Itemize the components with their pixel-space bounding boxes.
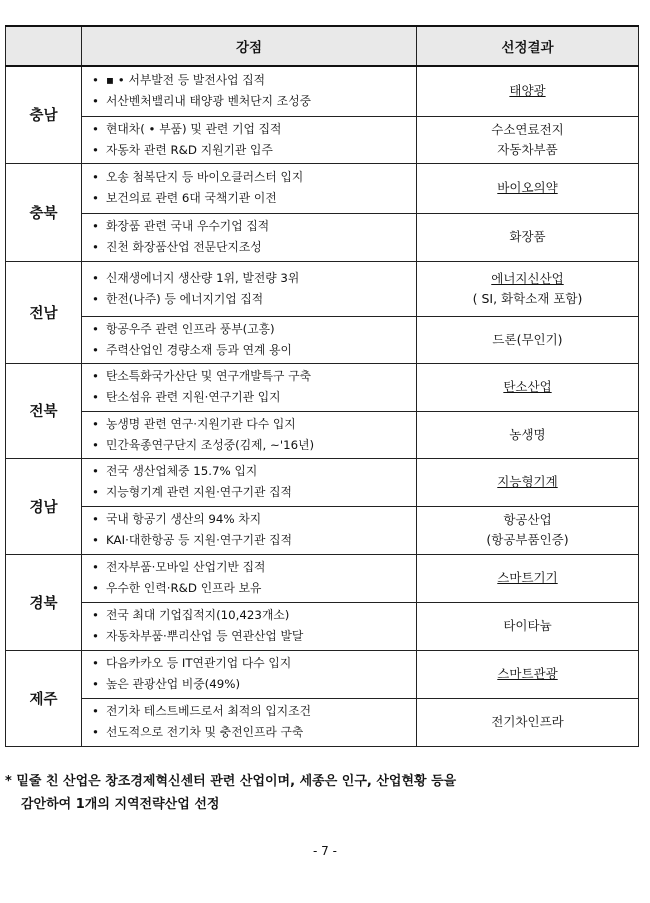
strength-text: 신재생에너지 생산량 1위, 발전량 3위 (106, 270, 300, 285)
result-line (417, 140, 638, 160)
result-text: 바이오의약 (497, 180, 558, 195)
result-line (417, 425, 638, 445)
bullet-icon: • (92, 321, 99, 336)
region-name: 제주 (6, 650, 82, 746)
result-line (417, 568, 638, 588)
table-row (6, 506, 639, 554)
strength-line (92, 701, 412, 722)
result-cell (417, 506, 639, 554)
result-cell-underlined (417, 554, 639, 602)
strength-cell (82, 163, 417, 213)
result-cell-underlined (417, 163, 639, 213)
strength-line (92, 188, 412, 209)
strength-line (92, 167, 412, 188)
strength-text: 민간육종연구단지 조성중(김제, ~'16년) (106, 437, 315, 452)
region-name: 충남 (6, 66, 82, 163)
result-text: 드론(무인기) (492, 331, 563, 347)
table-row (6, 163, 639, 213)
strength-text: 서산벤처밸리내 태양광 벤처단지 조성중 (106, 94, 311, 109)
result-text: 화장품 (509, 229, 546, 244)
result-text: 항공산업 (503, 512, 552, 527)
result-line (417, 269, 638, 289)
bullet-icon: • (92, 416, 99, 431)
strength-line (92, 366, 412, 387)
strength-line (92, 674, 412, 695)
bullet-icon: • (92, 219, 99, 233)
strength-text: ▪ • 서부발전 등 발전사업 집적 (106, 73, 266, 88)
result-text: 태양광 (509, 83, 546, 99)
strength-text: 전기차 테스트베드로서 최적의 입지조건 (106, 704, 311, 718)
result-line (417, 616, 638, 636)
strength-line (92, 461, 412, 482)
bullet-icon: • (92, 170, 99, 184)
strength-cell (82, 411, 417, 458)
strength-cell (82, 698, 417, 746)
result-cell (417, 213, 639, 261)
strength-text: KAI·대한항공 등 지원·연구기관 집적 (106, 533, 292, 547)
strength-line (92, 482, 412, 503)
result-cell (417, 698, 639, 746)
strength-line (92, 605, 412, 626)
strength-text: 탄소특화국가산단 및 연구개발특구 구축 (106, 369, 311, 383)
strength-line (92, 626, 412, 647)
strength-text: 오송 첨복단지 등 바이오클러스터 입지 (106, 170, 304, 184)
strength-text: 자동차 관련 R&D 지원기관 입주 (106, 142, 273, 157)
bullet-icon: • (92, 464, 99, 478)
strength-cell (82, 458, 417, 506)
bullet-icon: • (92, 581, 99, 595)
strength-cell (82, 66, 417, 116)
table-body (6, 66, 639, 746)
strength-text: 현대차( • 부품) 및 관련 기업 집적 (106, 121, 282, 136)
bullet-icon: • (92, 240, 99, 254)
strength-line (92, 530, 412, 551)
strength-line (92, 435, 412, 456)
result-line (417, 289, 638, 309)
region-name: 경남 (6, 458, 82, 554)
result-line (417, 227, 638, 247)
result-line (417, 377, 638, 397)
strength-cell (82, 261, 417, 316)
strength-text: 전국 생산업체중 15.7% 입지 (106, 464, 258, 478)
strength-text: 높은 관광산업 비중(49%) (106, 677, 241, 691)
bullet-icon: • (92, 73, 99, 88)
result-line (417, 120, 638, 140)
bullet-icon: • (92, 704, 99, 718)
bullet-icon: • (92, 725, 99, 739)
strength-line (92, 578, 412, 599)
strength-line (92, 140, 412, 161)
result-text: ( SI, 화학소재 포함) (472, 290, 583, 306)
bullet-icon: • (92, 390, 99, 404)
strength-line (92, 119, 412, 140)
bullet-icon: • (92, 512, 99, 526)
result-line (417, 712, 638, 732)
header-strength: 강점 (82, 26, 417, 66)
strength-text: 자동차부품·뿌리산업 등 연관산업 발달 (106, 629, 304, 643)
result-cell-underlined (417, 458, 639, 506)
strength-cell (82, 213, 417, 261)
bullet-icon: • (92, 342, 99, 357)
table-row (6, 261, 639, 316)
bullet-icon: • (92, 533, 99, 547)
footnote (5, 770, 645, 816)
result-text: 타이타늄 (503, 618, 552, 633)
result-cell (417, 602, 639, 650)
strength-text: 다음카카오 등 IT연관기업 다수 입지 (106, 656, 292, 670)
bullet-icon: • (92, 656, 99, 670)
table-row (6, 411, 639, 458)
strength-text: 주력산업인 경량소재 등과 연계 용이 (106, 342, 292, 357)
strength-line (92, 387, 412, 408)
region-name: 경북 (6, 554, 82, 650)
table-row (6, 316, 639, 363)
table-row (6, 458, 639, 506)
result-text: 지능형기계 (497, 474, 558, 489)
bullet-icon: • (92, 608, 99, 622)
strength-text: 전국 최대 기업집적지(10,423개소) (106, 608, 290, 622)
result-text: 에너지신산업 (491, 270, 564, 286)
table-row (6, 602, 639, 650)
strength-line (92, 237, 412, 258)
result-text: 스마트기기 (497, 570, 558, 585)
bullet-icon: • (92, 629, 99, 643)
strength-text: 진천 화장품산업 전문단지조성 (106, 240, 262, 254)
table-header-row (6, 26, 639, 66)
header-region (6, 26, 82, 66)
result-cell-underlined (417, 363, 639, 411)
result-text: (항공부품인증) (486, 532, 569, 547)
strength-text: 보건의료 관련 6대 국책기관 이전 (106, 191, 277, 205)
strength-cell (82, 506, 417, 554)
strength-text: 지능형기계 관련 지원·연구기관 집적 (106, 485, 292, 499)
result-cell-underlined (417, 261, 639, 316)
footnote-line-2: 감안하여 1개의 지역전략산업 선정 (21, 797, 220, 812)
table-row (6, 213, 639, 261)
bullet-icon: • (92, 270, 99, 285)
strength-line (92, 414, 412, 435)
bullet-icon: • (92, 369, 99, 383)
result-text: 자동차부품 (497, 141, 558, 157)
table-row (6, 650, 639, 698)
result-text: 전기차인프라 (491, 714, 564, 729)
region-name: 전남 (6, 261, 82, 363)
strength-text: 농생명 관련 연구·지원기관 다수 입지 (106, 416, 296, 431)
strength-text: 한전(나주) 등 에너지기업 집적 (106, 291, 264, 306)
result-text: 농생명 (509, 426, 546, 442)
table-row (6, 116, 639, 163)
region-name: 전북 (6, 363, 82, 458)
result-cell (417, 116, 639, 163)
page-number: - 7 - (313, 844, 337, 858)
strength-text: 우수한 인력·R&D 인프라 보유 (106, 581, 262, 595)
strength-cell (82, 554, 417, 602)
strength-line (92, 268, 412, 289)
result-line (417, 664, 638, 684)
strength-cell (82, 363, 417, 411)
strength-text: 화장품 관련 국내 우수기업 집적 (106, 219, 270, 233)
table-row (6, 66, 639, 116)
strength-cell (82, 116, 417, 163)
strength-line (92, 91, 412, 112)
strength-cell (82, 316, 417, 363)
result-line (417, 178, 638, 198)
result-cell-underlined (417, 650, 639, 698)
strength-cell (82, 650, 417, 698)
bullet-icon: • (92, 485, 99, 499)
strength-text: 탄소섬유 관련 지원·연구기관 입지 (106, 390, 281, 404)
table-row (6, 698, 639, 746)
strategy-table (5, 25, 639, 747)
bullet-icon: • (92, 560, 99, 574)
strength-line (92, 216, 412, 237)
result-text: 스마트관광 (497, 666, 558, 681)
result-text: 탄소산업 (503, 379, 552, 394)
region-name: 충북 (6, 163, 82, 261)
result-cell-underlined (417, 66, 639, 116)
strength-text: 선도적으로 전기차 및 충전인프라 구축 (106, 725, 304, 739)
strength-line (92, 319, 412, 340)
bullet-icon: • (92, 121, 99, 136)
strength-line (92, 557, 412, 578)
strength-line (92, 509, 412, 530)
footnote-line-1: * 밑줄 친 산업은 창조경제혁신센터 관련 산업이며, 세종은 인구, 산업현황 등을 (5, 774, 457, 789)
result-line (417, 81, 638, 101)
strength-text: 전자부품·모바일 산업기반 집적 (106, 560, 266, 574)
strength-line (92, 289, 412, 310)
header-result: 선정결과 (417, 26, 639, 66)
strength-line (92, 70, 412, 91)
strength-line (92, 722, 412, 743)
result-cell (417, 411, 639, 458)
result-text: 수소연료전지 (491, 121, 564, 137)
result-line (417, 330, 638, 350)
bullet-icon: • (92, 437, 99, 452)
strength-line (92, 653, 412, 674)
table-row (6, 554, 639, 602)
strength-cell (82, 602, 417, 650)
result-line (417, 472, 638, 492)
table-row (6, 363, 639, 411)
bullet-icon: • (92, 677, 99, 691)
result-line (417, 510, 638, 530)
result-line (417, 530, 638, 550)
strength-text: 항공우주 관련 인프라 풍부(고흥) (106, 321, 275, 336)
strength-text: 국내 항공기 생산의 94% 차지 (106, 512, 262, 526)
bullet-icon: • (92, 191, 99, 205)
bullet-icon: • (92, 94, 99, 109)
strength-line (92, 340, 412, 361)
bullet-icon: • (92, 291, 99, 306)
bullet-icon: • (92, 142, 99, 157)
result-cell (417, 316, 639, 363)
